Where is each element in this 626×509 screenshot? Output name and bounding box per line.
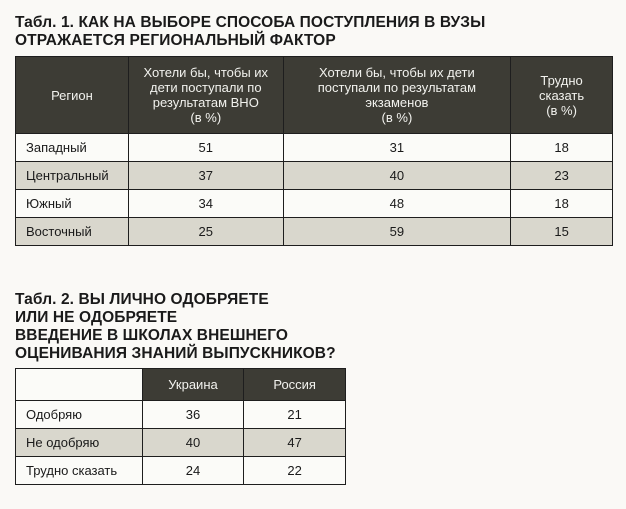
table1-header-unsure-line: Трудно bbox=[540, 72, 583, 88]
table-cell: 51 bbox=[128, 134, 283, 162]
table1-header-unsure bbox=[511, 57, 613, 134]
table2-title bbox=[15, 291, 415, 363]
answer-label: Трудно сказать bbox=[16, 457, 143, 485]
table2-title-lead: Табл. 2. bbox=[15, 291, 75, 308]
table-row bbox=[16, 429, 346, 457]
table-cell: 59 bbox=[283, 218, 511, 246]
table1-title-line1: КАК НА ВЫБОРЕ СПОСОБА ПОСТУПЛЕНИЯ В ВУЗЫ bbox=[78, 14, 486, 31]
table1-header-region bbox=[16, 57, 129, 134]
table-cell: 40 bbox=[283, 162, 511, 190]
table1-header-vno-line: Хотели бы, чтобы их bbox=[143, 65, 269, 80]
table2-header-ukraine: Украина bbox=[142, 369, 244, 401]
answer-label: Не одобряю bbox=[16, 429, 143, 457]
table1-header-row bbox=[16, 57, 613, 134]
region-name: Южный bbox=[16, 190, 129, 218]
region-name: Западный bbox=[16, 134, 129, 162]
table-cell: 21 bbox=[244, 401, 346, 429]
table2-title-line1: ВЫ ЛИЧНО ОДОБРЯЕТЕ bbox=[78, 291, 269, 308]
table-cell: 25 bbox=[128, 218, 283, 246]
table-row bbox=[16, 190, 613, 218]
table2-header-russia: Россия bbox=[244, 369, 346, 401]
table-row bbox=[16, 218, 613, 246]
table2-title-line4: ОЦЕНИВАНИЯ ЗНАНИЙ ВЫПУСКНИКОВ? bbox=[15, 345, 336, 362]
table-cell: 18 bbox=[511, 134, 613, 162]
table-cell: 22 bbox=[244, 457, 346, 485]
table-cell: 18 bbox=[511, 190, 613, 218]
table1-header-exams-line: Хотели бы, чтобы их дети bbox=[319, 65, 475, 80]
table-cell: 34 bbox=[128, 190, 283, 218]
table1-header-vno-line: дети поступали по bbox=[149, 80, 262, 95]
table1-title-lead: Табл. 1. bbox=[15, 14, 75, 31]
table-cell: 15 bbox=[511, 218, 613, 246]
region-table bbox=[15, 56, 613, 246]
table-cell: 37 bbox=[128, 162, 283, 190]
table-row bbox=[16, 401, 346, 429]
table1-header-exams-line: (в %) bbox=[381, 110, 413, 125]
table1-header-exams-line: поступали по результатам bbox=[317, 80, 477, 95]
table-cell: 48 bbox=[283, 190, 511, 218]
table1-header-exams bbox=[283, 57, 511, 134]
table2-title-line2: ИЛИ НЕ ОДОБРЯЕТЕ bbox=[15, 309, 178, 326]
table1-header-unsure-line: сказать bbox=[538, 87, 585, 103]
region-name: Центральный bbox=[16, 162, 129, 190]
table-row bbox=[16, 457, 346, 485]
table2-title-line3: ВВЕДЕНИЕ В ШКОЛАХ ВНЕШНЕГО bbox=[15, 327, 289, 344]
table-cell: 31 bbox=[283, 134, 511, 162]
table1-header-vno bbox=[128, 57, 283, 134]
table1-title bbox=[15, 14, 615, 50]
region-name: Восточный bbox=[16, 218, 129, 246]
table2-header-row bbox=[16, 369, 346, 401]
table-cell: 40 bbox=[142, 429, 244, 457]
table1-header-vno-line: результатам ВНО bbox=[152, 95, 259, 110]
table-row bbox=[16, 134, 613, 162]
table-row bbox=[16, 162, 613, 190]
table2-header-blank bbox=[16, 369, 143, 401]
approval-table bbox=[15, 368, 346, 485]
table1-header-region-line: Регион bbox=[51, 87, 93, 103]
table1-header-exams-line: экзаменов bbox=[365, 95, 429, 110]
table-cell: 24 bbox=[142, 457, 244, 485]
table1-title-line2: ОТРАЖАЕТСЯ РЕГИОНАЛЬНЫЙ ФАКТОР bbox=[15, 32, 336, 49]
answer-label: Одобряю bbox=[16, 401, 143, 429]
table-cell: 36 bbox=[142, 401, 244, 429]
table-cell: 47 bbox=[244, 429, 346, 457]
table1-header-vno-line: (в %) bbox=[190, 110, 222, 125]
table1-header-unsure-line: (в %) bbox=[546, 102, 577, 118]
table-cell: 23 bbox=[511, 162, 613, 190]
